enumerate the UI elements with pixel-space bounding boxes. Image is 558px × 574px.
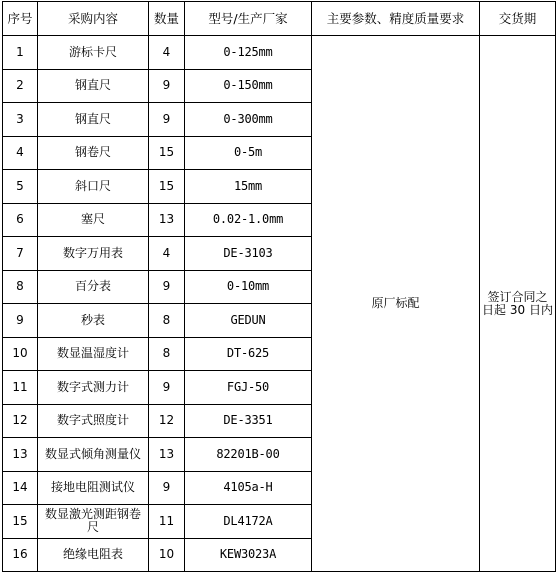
cell-seq: 4 <box>3 136 38 170</box>
cell-qty: 4 <box>149 237 185 271</box>
cell-name: 接地电阻测试仪 <box>38 471 149 505</box>
cell-name: 数显温湿度计 <box>38 337 149 371</box>
procurement-table <box>2 1 556 572</box>
cell-qty: 4 <box>149 36 185 70</box>
cell-qty: 8 <box>149 304 185 338</box>
header-seq: 序号 <box>3 2 38 36</box>
cell-seq: 14 <box>3 471 38 505</box>
cell-seq: 16 <box>3 538 38 572</box>
cell-seq: 8 <box>3 270 38 304</box>
cell-qty: 9 <box>149 69 185 103</box>
header-row <box>3 2 556 36</box>
header-model: 型号/生产厂家 <box>185 2 312 36</box>
cell-model: DE-3103 <box>185 237 312 271</box>
cell-qty: 10 <box>149 538 185 572</box>
cell-name: 数显激光测距钢卷尺 <box>38 505 149 539</box>
cell-model: 82201B-00 <box>185 438 312 472</box>
cell-qty: 13 <box>149 438 185 472</box>
cell-name: 游标卡尺 <box>38 36 149 70</box>
cell-params-merged: 原厂标配 <box>312 36 480 572</box>
cell-model: DL4172A <box>185 505 312 539</box>
cell-qty: 11 <box>149 505 185 539</box>
cell-name: 秒表 <box>38 304 149 338</box>
cell-model: DT-625 <box>185 337 312 371</box>
cell-name: 数显式倾角测量仪 <box>38 438 149 472</box>
cell-name: 数字万用表 <box>38 237 149 271</box>
cell-name: 斜口尺 <box>38 170 149 204</box>
cell-seq: 9 <box>3 304 38 338</box>
cell-name: 数字式照度计 <box>38 404 149 438</box>
cell-model: 0-5m <box>185 136 312 170</box>
cell-delivery-merged: 签订合同之日起 30 日内 <box>480 36 556 572</box>
cell-seq: 1 <box>3 36 38 70</box>
cell-qty: 15 <box>149 170 185 204</box>
cell-name: 钢直尺 <box>38 69 149 103</box>
cell-qty: 13 <box>149 203 185 237</box>
cell-seq: 7 <box>3 237 38 271</box>
cell-model: 0.02-1.0mm <box>185 203 312 237</box>
cell-model: DE-3351 <box>185 404 312 438</box>
cell-model: 4105a-H <box>185 471 312 505</box>
cell-name: 绝缘电阻表 <box>38 538 149 572</box>
cell-name: 数字式测力计 <box>38 371 149 405</box>
header-content: 采购内容 <box>38 2 149 36</box>
cell-seq: 5 <box>3 170 38 204</box>
cell-name: 钢直尺 <box>38 103 149 137</box>
cell-model: 0-300mm <box>185 103 312 137</box>
cell-seq: 2 <box>3 69 38 103</box>
cell-model: 0-150mm <box>185 69 312 103</box>
header-qty: 数量 <box>149 2 185 36</box>
cell-seq: 12 <box>3 404 38 438</box>
cell-name: 百分表 <box>38 270 149 304</box>
cell-seq: 6 <box>3 203 38 237</box>
cell-name: 塞尺 <box>38 203 149 237</box>
cell-seq: 3 <box>3 103 38 137</box>
cell-name: 钢卷尺 <box>38 136 149 170</box>
cell-model: GEDUN <box>185 304 312 338</box>
cell-model: KEW3023A <box>185 538 312 572</box>
table-row <box>3 36 556 70</box>
cell-qty: 15 <box>149 136 185 170</box>
cell-model: FGJ-50 <box>185 371 312 405</box>
cell-seq: 15 <box>3 505 38 539</box>
cell-qty: 8 <box>149 337 185 371</box>
cell-model: 15mm <box>185 170 312 204</box>
cell-seq: 10 <box>3 337 38 371</box>
cell-model: 0-125mm <box>185 36 312 70</box>
cell-seq: 11 <box>3 371 38 405</box>
cell-qty: 9 <box>149 103 185 137</box>
cell-qty: 9 <box>149 471 185 505</box>
cell-qty: 12 <box>149 404 185 438</box>
header-params: 主要参数、精度质量要求 <box>312 2 480 36</box>
header-delivery: 交货期 <box>480 2 556 36</box>
cell-qty: 9 <box>149 371 185 405</box>
cell-model: 0-10mm <box>185 270 312 304</box>
cell-seq: 13 <box>3 438 38 472</box>
cell-qty: 9 <box>149 270 185 304</box>
